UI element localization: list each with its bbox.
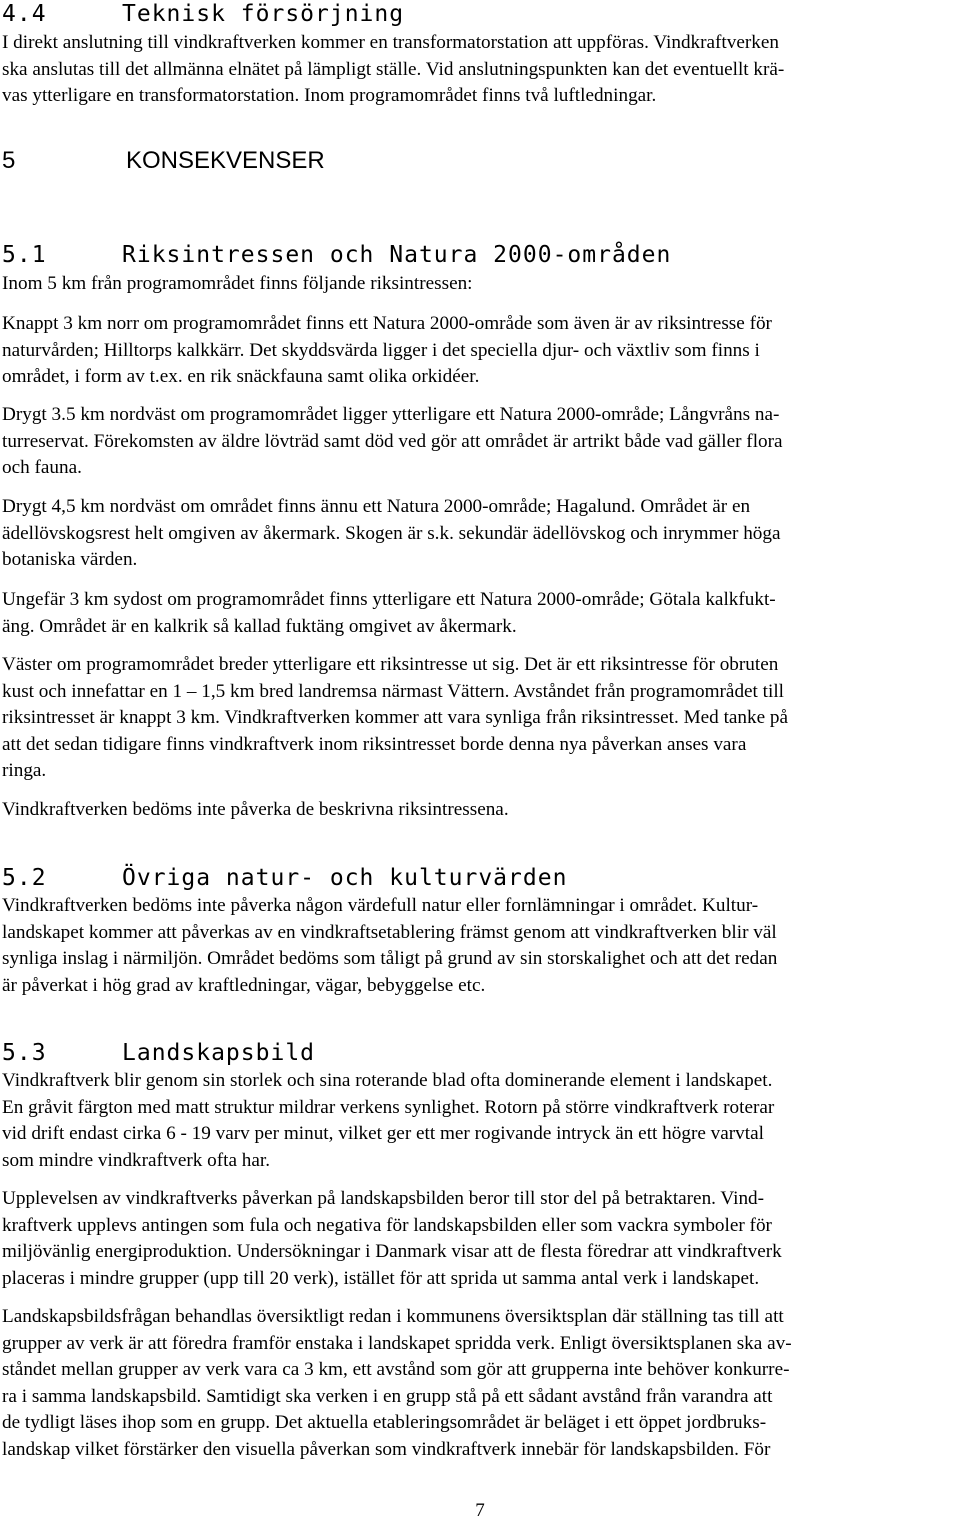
heading-5-2 [2, 864, 567, 892]
paragraph-5-1-p3 [2, 494, 957, 574]
paragraph-5-1-p5 [2, 652, 957, 785]
text-line: Knappt 3 km norr om programområdet finns ett Natura 2000-område som även är av riksintresse för [2, 313, 772, 334]
page-number: 7 [475, 1500, 485, 1521]
paragraph-5-3-p3 [2, 1304, 957, 1463]
text-line: synliga inslag i närmiljön. Området bedöms som tåligt på grund av sin storskalighet och att det redan [2, 948, 778, 969]
heading-number: 5 [2, 147, 16, 174]
text-line: ädellövskogsrest helt omgiven av åkermark. Skogen är s.k. sekundär ädellövskog och inrymmer höga [2, 522, 781, 544]
heading-5 [2, 147, 325, 175]
text-line: Vindkraftverk blir genom sin storlek och sina roterande blad ofta dominerande element i landskapet. [2, 1070, 773, 1091]
text-line: Vindkraftverken bedöms inte påverka de beskrivna riksintressena. [2, 799, 509, 820]
heading-title: Övriga natur- och kulturvärden [122, 865, 568, 891]
heading-5-3 [2, 1039, 315, 1067]
text-line: och fauna. [2, 457, 82, 478]
heading-number: 5.3 [2, 1040, 47, 1066]
text-line: de tydligt läses ihop som en grupp. Det aktuella etableringsområdet är beläget i ett öppet jordbruks- [2, 1412, 767, 1433]
text-line: ra i samma landskapsbild. Samtidigt ska verken i en grupp stå på ett sådant avstånd från varandra att [2, 1385, 773, 1407]
text-line: landskapet kommer att påverkas av en vindkraftsetablering främst genom att vindkraftverken blir väl [2, 921, 777, 943]
heading-number: 5.1 [2, 242, 47, 268]
text-line: ringa. [2, 760, 47, 781]
text-line: Inom 5 km från programområdet finns följande riksintressen: [2, 273, 473, 294]
heading-5-1 [2, 241, 671, 269]
text-line: Vindkraftverken bedöms inte påverka någon värdefull natur eller fornlämningar i området. Kultur- [2, 895, 759, 916]
paragraph-5-3-p2 [2, 1186, 957, 1292]
text-line: I direkt anslutning till vindkraftverken kommer en transformatorstation att uppföras. Vindkraftverken [2, 32, 779, 53]
text-line: kust och innefattar en 1 – 1,5 km bred landremsa närmast Vättern. Avståndet från programområdet till [2, 680, 785, 702]
text-line: äng. Området är en kalkrik så kallad fuktäng omgivet av åkermark. [2, 615, 517, 637]
paragraph-5-1-p4 [2, 587, 957, 640]
text-line: som mindre vindkraftverk ofta har. [2, 1149, 271, 1171]
heading-title: Landskapsbild [122, 1040, 316, 1066]
text-line: landskap vilket förstärker den visuella påverkan som vindkraftverk innebär för landskapsbilden. För [2, 1438, 771, 1460]
heading-number: 4.4 [2, 1, 47, 27]
paragraph-5-3-p1 [2, 1068, 957, 1174]
paragraph-5-1-p1 [2, 311, 957, 391]
text-line: vas ytterligare en transformatorstation. Inom programområdet finns två luftledningar. [2, 85, 657, 106]
text-line: botaniska värden. [2, 549, 138, 570]
heading-4-4 [2, 0, 404, 28]
paragraph-4-4 [2, 30, 957, 110]
text-line: grupper av verk är att föredra framför enstaka i landskapet spridda verk. Enligt översiktsplanen ska av- [2, 1332, 792, 1354]
text-line: Väster om programområdet breder ytterligare ett riksintresse ut sig. Det är ett riksintresse för obruten [2, 654, 779, 675]
text-line: området, i form av t.ex. en rik snäckfauna samt olika orkidéer. [2, 366, 480, 387]
heading-title: Riksintressen och Natura 2000-områden [122, 242, 672, 268]
text-line: ståndet mellan grupper av verk vara ca 3 km, ett avstånd som gör att grupperna inte behöver konkurre- [2, 1359, 790, 1380]
heading-number: 5.2 [2, 865, 47, 891]
heading-title: Teknisk försörjning [122, 1, 405, 27]
text-line: En gråvit färgton med matt struktur mildrar verkens synlighet. Rotorn på större vindkraftverk roterar [2, 1096, 775, 1118]
text-line: placeras i mindre grupper (upp till 20 verk), istället för att sprida ut samma antal verk i landskapet. [2, 1267, 760, 1289]
text-line: naturvården; Hilltorps kalkkärr. Det skyddsvärda ligger i det speciella djur- och växtliv som finns i [2, 339, 760, 361]
paragraph-5-1-p2 [2, 402, 957, 482]
text-line: är påverkat i hög grad av kraftledningar, vägar, bebyggelse etc. [2, 974, 486, 996]
text-line: Drygt 3.5 km nordväst om programområdet ligger ytterligare ett Natura 2000-område; Långvråns na- [2, 404, 780, 425]
text-line: Landskapsbildsfrågan behandlas översiktligt redan i kommunens översiktsplan där ställning tas till att [2, 1306, 784, 1327]
text-line: Upplevelsen av vindkraftverks påverkan på landskapsbilden beror till stor del på betraktaren. Vind- [2, 1188, 765, 1209]
text-line: Ungefär 3 km sydost om programområdet finns ytterligare ett Natura 2000-område; Götala kalkfukt- [2, 589, 776, 610]
heading-title: KONSEKVENSER [126, 147, 325, 174]
text-line: kraftverk upplevs antingen som fula och negativa för landskapsbilden eller som vackra symboler för [2, 1214, 772, 1236]
paragraph-5-2-p1 [2, 893, 957, 999]
paragraph-5-1-p6 [2, 797, 957, 824]
paragraph-5-1-intro [2, 271, 957, 298]
text-line: Drygt 4,5 km nordväst om området finns ännu ett Natura 2000-område; Hagalund. Området är en [2, 496, 751, 517]
text-line: turreservat. Förekomsten av äldre lövträd samt död ved gör att området är artrikt både vad gäller flora [2, 430, 783, 452]
text-line: miljövänlig energiproduktion. Undersökningar i Danmark visar att de flesta föredrar att vindkraftverk [2, 1241, 782, 1262]
text-line: riksintresset är knappt 3 km. Vindkraftverken kommer att vara synliga från riksintresset. Med tanke på [2, 707, 789, 728]
text-line: ska anslutas till det allmänna elnätet på lämpligt ställe. Vid anslutningspunkten kan det eventuellt krä- [2, 58, 785, 80]
text-line: vid drift endast cirka 6 - 19 varv per minut, vilket ger ett mer rogivande intryck än ett högre varvtal [2, 1123, 764, 1144]
text-line: att det sedan tidigare finns vindkraftverk inom riksintresset borde denna nya påverkan anses vara [2, 733, 747, 755]
